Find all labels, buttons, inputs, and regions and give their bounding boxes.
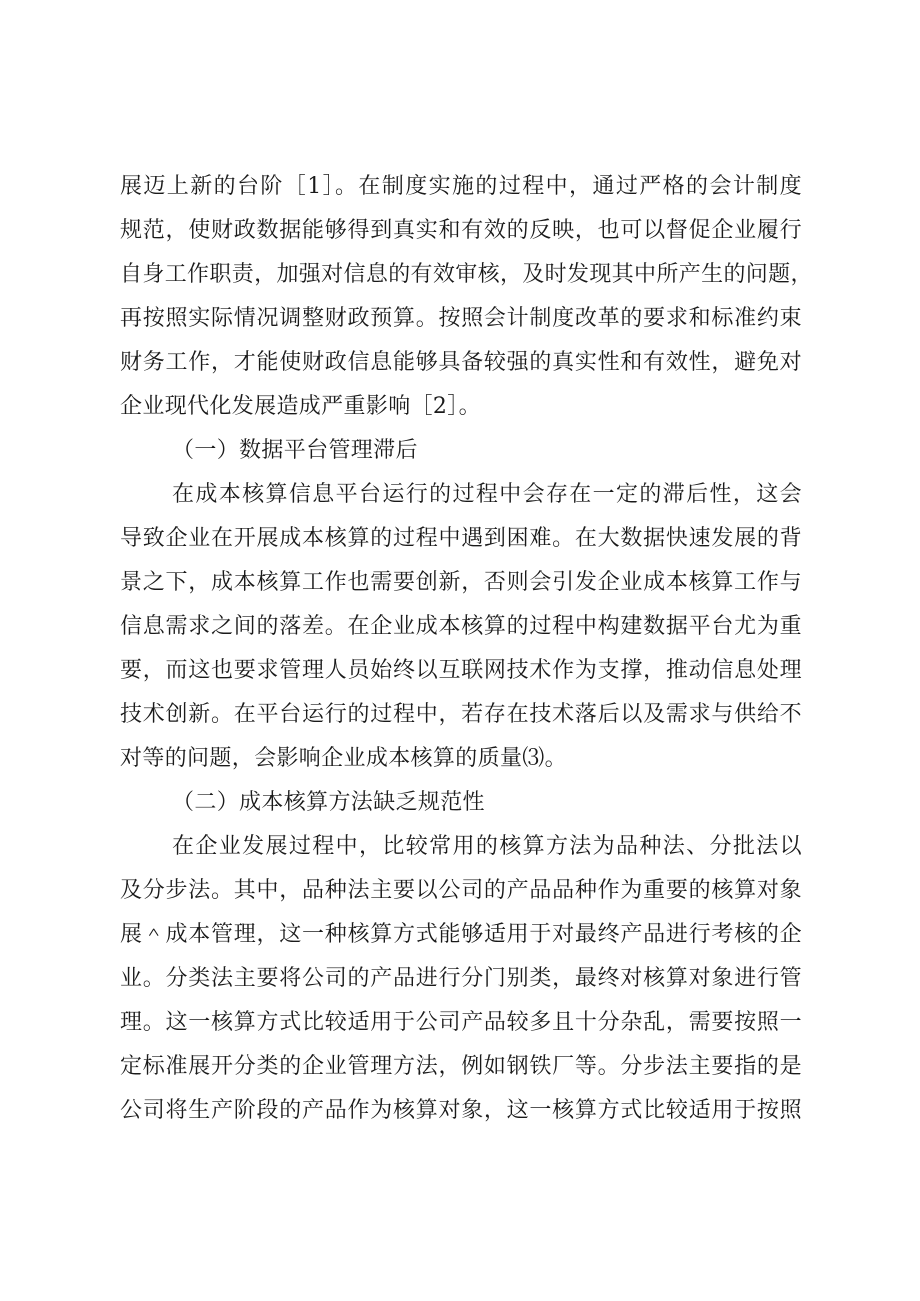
paragraph-line: 理。这一核算方式比较适用于公司产品较多且十分杂乱，需要按照一 xyxy=(120,1010,802,1035)
paragraph-line: 公司将生产阶段的产品作为核算对象，这一核算方式比较适用于按照 xyxy=(120,1098,802,1123)
paragraph-3 xyxy=(120,825,802,1133)
document-body xyxy=(120,165,813,1133)
paragraph-line: 在企业发展过程中，比较常用的核算方法为品种法、分批法以 xyxy=(172,834,802,859)
paragraph-line: 财务工作，才能使财政信息能够具备较强的真实性和有效性，避免对 xyxy=(120,350,802,375)
paragraph-line: 自身工作职责，加强对信息的有效审核，及时发现其中所产生的问题， xyxy=(120,262,813,287)
paragraph-1 xyxy=(120,165,813,429)
paragraph-line: 再按照实际情况调整财政预算。按照会计制度改革的要求和标准约束 xyxy=(120,306,802,331)
paragraph-line: 对等的问题，会影响企业成本核算的质量⑶。 xyxy=(120,746,568,771)
paragraph-line: 信息需求之间的落差。在企业成本核算的过程中构建数据平台尤为重 xyxy=(120,614,802,639)
paragraph-line: 业。分类法主要将公司的产品进行分门别类，最终对核算对象进行管 xyxy=(120,966,802,991)
paragraph-line: 导致企业在开展成本核算的过程中遇到困难。在大数据快速发展的背 xyxy=(120,526,802,551)
paragraph-line: 要，而这也要求管理人员始终以互联网技术作为支撑，推动信息处理 xyxy=(120,658,802,683)
paragraph-line: 规范，使财政数据能够得到真实和有效的反映，也可以督促企业履行 xyxy=(120,218,802,243)
paragraph-line: 企业现代化发展造成严重影响［2］。 xyxy=(120,394,481,419)
paragraph-line: 景之下，成本核算工作也需要创新，否则会引发企业成本核算工作与 xyxy=(120,570,802,595)
section-heading-2: （二）成本核算方法缺乏规范性 xyxy=(172,790,485,815)
paragraph-line: 在成本核算信息平台运行的过程中会存在一定的滞后性，这会 xyxy=(172,482,802,507)
paragraph-2 xyxy=(120,473,802,781)
section-heading-1: （一）数据平台管理滞后 xyxy=(172,438,418,463)
paragraph-line: 定标准展开分类的企业管理方法，例如钢铁厂等。分步法主要指的是 xyxy=(120,1054,802,1079)
paragraph-line: 展迈上新的台阶［1］。在制度实施的过程中，通过严格的会计制度 xyxy=(120,174,802,199)
paragraph-line: 及分步法。其中，品种法主要以公司的产品品种作为重要的核算对象 xyxy=(120,878,802,903)
paragraph-line: 展＾成本管理，这一种核算方式能够适用于对最终产品进行考核的企 xyxy=(120,922,802,947)
paragraph-line: 技术创新。在平台运行的过程中，若存在技术落后以及需求与供给不 xyxy=(120,702,802,727)
